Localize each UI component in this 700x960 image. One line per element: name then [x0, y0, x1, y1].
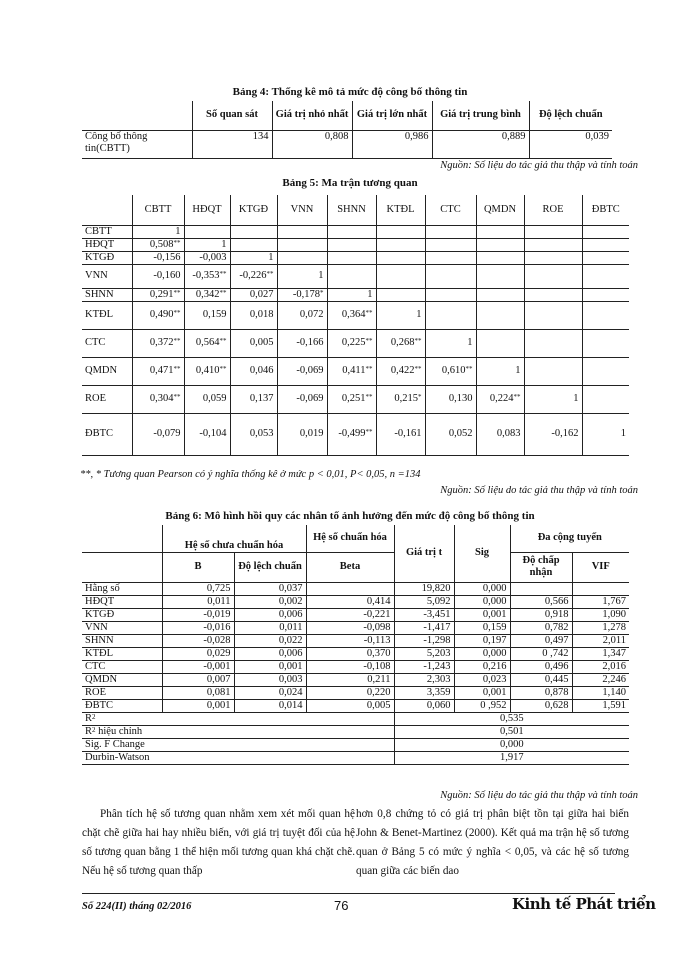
- t5-cell: [476, 288, 524, 301]
- t6-cell: -0,113: [306, 634, 394, 647]
- t5-col-header: VNN: [277, 195, 327, 225]
- t6-row-label: ROE: [82, 686, 162, 699]
- t6-cell: 0,197: [454, 634, 510, 647]
- t5-row-label: ROE: [82, 385, 132, 413]
- t5-cell: [524, 251, 582, 264]
- page-number: 76: [334, 898, 349, 913]
- t5-col-header: KTĐL: [376, 195, 425, 225]
- t6-cell: [510, 582, 572, 595]
- t6-summary-value: 0,535: [394, 712, 629, 725]
- t5-cell: [524, 288, 582, 301]
- t6-cell: 0,000: [454, 647, 510, 660]
- t5-cell: [476, 251, 524, 264]
- t5-cell: 1: [425, 329, 476, 357]
- t5-cell: [184, 225, 230, 238]
- t6-cell: -0,098: [306, 621, 394, 634]
- t5-cell: [582, 385, 629, 413]
- t5-cell: 0,019: [277, 413, 327, 455]
- t5-cell: [476, 301, 524, 329]
- t6-cell: 0,782: [510, 621, 572, 634]
- t5-cell: -0,156: [132, 251, 184, 264]
- t6-cell: 5,092: [394, 595, 454, 608]
- t5-cell: -0,003: [184, 251, 230, 264]
- t6-row: [82, 595, 629, 608]
- h-t: Giá trị t: [394, 525, 454, 582]
- t6-cell: 2,246: [572, 673, 629, 686]
- t5-row-label: KTGĐ: [82, 251, 132, 264]
- t4-head: Giá trị lớn nhất: [352, 101, 432, 130]
- t5-cell: 0,508**: [132, 238, 184, 251]
- t5-cell: -0,069: [277, 385, 327, 413]
- t6-row-label: HĐQT: [82, 595, 162, 608]
- t5-cell: 1: [184, 238, 230, 251]
- t5-col-header: KTGĐ: [230, 195, 277, 225]
- t6-summary-label: Durbin-Watson: [82, 751, 394, 764]
- t5-cell: 0,422**: [376, 357, 425, 385]
- t5-cell: [277, 225, 327, 238]
- t6-row-label: KTGĐ: [82, 608, 162, 621]
- t6-cell: -1,243: [394, 660, 454, 673]
- t5-cell: 1: [524, 385, 582, 413]
- t5-cell: 0,137: [230, 385, 277, 413]
- t5-cell: [524, 329, 582, 357]
- t5-cell: [524, 238, 582, 251]
- table4-source: Nguồn: Số liệu do tác giả thu thập và tính toán: [440, 160, 638, 171]
- t5-cell: [376, 225, 425, 238]
- t5-cell: -0,162: [524, 413, 582, 455]
- t6-cell: 0,918: [510, 608, 572, 621]
- t5-cell: [425, 288, 476, 301]
- t6-cell: -0,019: [162, 608, 234, 621]
- t5-row: [82, 385, 629, 413]
- body-left-column: [82, 805, 355, 881]
- t6-cell: -1,417: [394, 621, 454, 634]
- t5-cell: 0,083: [476, 413, 524, 455]
- t6-row-label: KTĐL: [82, 647, 162, 660]
- t6-cell: 0,725: [162, 582, 234, 595]
- t5-cell: [476, 329, 524, 357]
- t6-cell: [306, 582, 394, 595]
- t6-cell: 5,203: [394, 647, 454, 660]
- t6-cell: 0,566: [510, 595, 572, 608]
- h-beta: Beta: [306, 552, 394, 582]
- t5-cell: 0,304**: [132, 385, 184, 413]
- t6-cell: 0,211: [306, 673, 394, 686]
- t5-cell: 0,610**: [425, 357, 476, 385]
- t5-col-header: CBTT: [132, 195, 184, 225]
- t6-cell: 0,878: [510, 686, 572, 699]
- t6-row: [82, 621, 629, 634]
- t5-cell: 0,342**: [184, 288, 230, 301]
- t6-row: [82, 634, 629, 647]
- t5-cell: 0,159: [184, 301, 230, 329]
- t5-cell: -0,353**: [184, 264, 230, 288]
- t5-cell: 0,005: [230, 329, 277, 357]
- t5-cell: [327, 264, 376, 288]
- t5-row-label: VNN: [82, 264, 132, 288]
- t5-cell: [277, 251, 327, 264]
- t5-row: [82, 329, 629, 357]
- body-right-column: [356, 805, 629, 881]
- t4-cell: 0,889: [432, 130, 529, 158]
- t5-cell: 1: [582, 413, 629, 455]
- t6-cell: 0,002: [234, 595, 306, 608]
- t6-cell: 1,140: [572, 686, 629, 699]
- t5-cell: 0,471**: [132, 357, 184, 385]
- t5-cell: 0,251**: [327, 385, 376, 413]
- t5-cell: 0,225**: [327, 329, 376, 357]
- t6-cell: 2,011: [572, 634, 629, 647]
- t5-cell: -0,499**: [327, 413, 376, 455]
- t6-cell: 0,001: [454, 686, 510, 699]
- t5-row: [82, 413, 629, 455]
- t6-cell: 3,359: [394, 686, 454, 699]
- t6-cell: 0,011: [162, 595, 234, 608]
- t4-head: Giá trị nhỏ nhất: [272, 101, 352, 130]
- t6-cell: -0,028: [162, 634, 234, 647]
- t4-cell: 0,808: [272, 130, 352, 158]
- journal-logo: Kinh tế Phát triển: [512, 895, 656, 913]
- t5-cell: -0,160: [132, 264, 184, 288]
- t5-cell: [582, 238, 629, 251]
- t6-cell: 0 ,742: [510, 647, 572, 660]
- t5-cell: [425, 225, 476, 238]
- t5-cell: -0,079: [132, 413, 184, 455]
- t6-cell: 1,767: [572, 595, 629, 608]
- t5-cell: 1: [376, 301, 425, 329]
- h-tolerance: Độ chấp nhận: [510, 552, 572, 582]
- t6-summary-row: [82, 738, 629, 751]
- t5-cell: [476, 264, 524, 288]
- t5-cell: 0,411**: [327, 357, 376, 385]
- t5-col-header: ĐBTC: [582, 195, 629, 225]
- t6-cell: -0,221: [306, 608, 394, 621]
- t5-cell: 0,053: [230, 413, 277, 455]
- t6-cell: -3,451: [394, 608, 454, 621]
- t6-cell: 0,060: [394, 699, 454, 712]
- t5-cell: 0,291**: [132, 288, 184, 301]
- t5-cell: -0,104: [184, 413, 230, 455]
- t5-cell: [582, 288, 629, 301]
- t6-cell: 19,820: [394, 582, 454, 595]
- t6-row: [82, 686, 629, 699]
- t5-row-label: CTC: [82, 329, 132, 357]
- table4: [82, 101, 612, 159]
- t6-cell: 0,081: [162, 686, 234, 699]
- t5-cell: 0,052: [425, 413, 476, 455]
- t6-cell: -0,108: [306, 660, 394, 673]
- table5-note: **, * Tương quan Pearson có ý nghĩa thống kê ở mức p < 0,01, P< 0,05, n =134: [80, 469, 421, 480]
- t5-row: [82, 301, 629, 329]
- t5-col-header: SHNN: [327, 195, 376, 225]
- table6-source: Nguồn: Số liệu do tác giả thu thập và tính toán: [440, 790, 638, 801]
- t5-cell: [376, 264, 425, 288]
- h-vif: VIF: [572, 552, 629, 582]
- t6-cell: 0,000: [454, 582, 510, 595]
- t5-cell: [277, 238, 327, 251]
- t6-cell: 0,023: [454, 673, 510, 686]
- t5-cell: -0,166: [277, 329, 327, 357]
- t5-cell: 0,268**: [376, 329, 425, 357]
- t5-cell: [425, 264, 476, 288]
- t5-cell: [476, 225, 524, 238]
- t5-cell: 0,372**: [132, 329, 184, 357]
- t6-row-label: CTC: [82, 660, 162, 673]
- t5-row: [82, 251, 629, 264]
- t6-row: [82, 673, 629, 686]
- t6-cell: 0,001: [454, 608, 510, 621]
- t5-cell: [582, 357, 629, 385]
- t6-cell: 0,029: [162, 647, 234, 660]
- footer-rule: [82, 893, 615, 894]
- t6-cell: 1,347: [572, 647, 629, 660]
- t5-cell: -0,161: [376, 413, 425, 455]
- t4-cell: 134: [192, 130, 272, 158]
- h-se: Độ lệch chuẩn: [234, 552, 306, 582]
- t6-cell: -0,001: [162, 660, 234, 673]
- t6-cell: 0,007: [162, 673, 234, 686]
- t5-cell: [376, 251, 425, 264]
- t6-cell: 0,014: [234, 699, 306, 712]
- t5-cell: 1: [277, 264, 327, 288]
- t6-summary-row: [82, 751, 629, 764]
- t6-summary-row: [82, 725, 629, 738]
- t5-row-label: QMDN: [82, 357, 132, 385]
- h-sig: Sig: [454, 525, 510, 582]
- h-collinearity: Đa cộng tuyến: [510, 525, 629, 552]
- t5-cell: 0,072: [277, 301, 327, 329]
- t6-cell: -0,016: [162, 621, 234, 634]
- t5-cell: [524, 301, 582, 329]
- table5-title: Bảng 5: Ma trận tương quan: [282, 177, 418, 189]
- t5-cell: [582, 329, 629, 357]
- t6-cell: 0,005: [306, 699, 394, 712]
- t5-cell: [524, 357, 582, 385]
- t6-summary-value: 1,917: [394, 751, 629, 764]
- t6-row-label: SHNN: [82, 634, 162, 647]
- t5-cell: 0,018: [230, 301, 277, 329]
- t5-cell: [524, 264, 582, 288]
- h-std: Hệ số chuẩn hóa: [306, 525, 394, 552]
- t6-cell: 0,370: [306, 647, 394, 660]
- t5-cell: 0,046: [230, 357, 277, 385]
- t5-cell: 0,130: [425, 385, 476, 413]
- t5-cell: [230, 225, 277, 238]
- t5-col-header: CTC: [425, 195, 476, 225]
- t6-summary-value: 0,501: [394, 725, 629, 738]
- t5-col-header: ROE: [524, 195, 582, 225]
- t5-row-label: CBTT: [82, 225, 132, 238]
- t5-cell: [582, 264, 629, 288]
- t6-cell: 2,303: [394, 673, 454, 686]
- t6-cell: 0,006: [234, 608, 306, 621]
- t5-col-header: QMDN: [476, 195, 524, 225]
- t6-row-label: QMDN: [82, 673, 162, 686]
- t5-row-label: SHNN: [82, 288, 132, 301]
- t6-summary-row: [82, 712, 629, 725]
- t6-summary-label: Sig. F Change: [82, 738, 394, 751]
- t5-col-header: HĐQT: [184, 195, 230, 225]
- t6-cell: 0,220: [306, 686, 394, 699]
- t5-cell: [425, 238, 476, 251]
- t5-cell: [476, 238, 524, 251]
- h-b: B: [162, 552, 234, 582]
- t4-head: Độ lệch chuẩn: [529, 101, 612, 130]
- body-left-text: Phân tích hệ số tương quan nhằm xem xét mối quan hệ chặt chẽ giữa hai hay nhiều biến, với giá trị tuyệt đối của hệ số tương quan bằng 1 thể hiện mối tương quan khá chặt chẽ. Nếu hệ số tương quan thấp: [82, 808, 355, 877]
- table5-source: Nguồn: Số liệu do tác giả thu thập và tính toán: [440, 485, 638, 496]
- t6-row-label: Hằng số: [82, 582, 162, 595]
- t5-row: [82, 238, 629, 251]
- t5-cell: [327, 225, 376, 238]
- t6-cell: 1,591: [572, 699, 629, 712]
- t6-cell: 0,006: [234, 647, 306, 660]
- t5-cell: [230, 238, 277, 251]
- t5-cell: 0,224**: [476, 385, 524, 413]
- t6-cell: 2,016: [572, 660, 629, 673]
- t5-row-label: ĐBTC: [82, 413, 132, 455]
- t6-cell: 0,001: [234, 660, 306, 673]
- t6-cell: 0,011: [234, 621, 306, 634]
- t5-cell: [425, 251, 476, 264]
- t6-cell: 0,037: [234, 582, 306, 595]
- t5-cell: -0,178*: [277, 288, 327, 301]
- t6-cell: -1,298: [394, 634, 454, 647]
- t6-cell: 0,497: [510, 634, 572, 647]
- t4-cell: 0,986: [352, 130, 432, 158]
- t5-row: [82, 288, 629, 301]
- t5-corner: [82, 195, 132, 225]
- t4-head: Số quan sát: [192, 101, 272, 130]
- t6-row: [82, 582, 629, 595]
- t5-row-label: HĐQT: [82, 238, 132, 251]
- t5-cell: 0,027: [230, 288, 277, 301]
- t6-cell: 0,216: [454, 660, 510, 673]
- t5-cell: 0,215*: [376, 385, 425, 413]
- t5-cell: 1: [476, 357, 524, 385]
- t5-cell: -0,069: [277, 357, 327, 385]
- issue-label: Số 224(II) tháng 02/2016: [82, 901, 192, 912]
- t5-cell: [524, 225, 582, 238]
- t6-summary-label: $R^2$ hiệu chỉnh: [82, 725, 394, 738]
- t5-cell: [582, 251, 629, 264]
- t5-cell: [327, 251, 376, 264]
- t5-cell: [582, 301, 629, 329]
- t5-cell: [327, 238, 376, 251]
- h-unstd: Hệ số chưa chuẩn hóa: [162, 525, 306, 552]
- t5-row: [82, 225, 629, 238]
- t6-cell: 0,000: [454, 595, 510, 608]
- t6-row: [82, 647, 629, 660]
- t5-cell: 1: [230, 251, 277, 264]
- t5-row: [82, 264, 629, 288]
- t6-cell: 0,159: [454, 621, 510, 634]
- t5-cell: 0,490**: [132, 301, 184, 329]
- t6-summary-value: 0,000: [394, 738, 629, 751]
- table6-title: Bảng 6: Mô hình hồi quy các nhân tố ảnh hưởng đến mức độ công bố thông tin: [165, 510, 535, 522]
- t6-row-label: ĐBTC: [82, 699, 162, 712]
- t6-row: [82, 660, 629, 673]
- regression-table: [82, 525, 629, 765]
- t5-cell: [376, 288, 425, 301]
- t6-cell: 0,022: [234, 634, 306, 647]
- t6-cell: 0,003: [234, 673, 306, 686]
- t6-cell: 0,024: [234, 686, 306, 699]
- t6-cell: 1,090: [572, 608, 629, 621]
- t6-cell: 0,496: [510, 660, 572, 673]
- t5-cell: 0,059: [184, 385, 230, 413]
- t5-row: [82, 357, 629, 385]
- correlation-matrix: [82, 195, 629, 456]
- t4-head: Giá trị trung bình: [432, 101, 529, 130]
- body-right-text: hơn 0,8 chứng tỏ có giá trị phân biệt tồn tại giữa hai biến John & Benet-Martinez (2000). Kết quả ma trận hệ số tương quan ở Bảng 5 có mức ý nghĩa < 0,05, và các hệ số tương quan giữa các biến dao: [356, 808, 629, 877]
- t5-cell: [376, 238, 425, 251]
- t5-row-label: KTĐL: [82, 301, 132, 329]
- t6-cell: 1,278: [572, 621, 629, 634]
- t6-cell: 0,414: [306, 595, 394, 608]
- t5-cell: [425, 301, 476, 329]
- t6-cell: 0 ,952: [454, 699, 510, 712]
- t5-cell: [582, 225, 629, 238]
- t6-cell: 0,628: [510, 699, 572, 712]
- t6-summary-label: $R^2$: [82, 712, 394, 725]
- t5-cell: 0,364**: [327, 301, 376, 329]
- table4-title: Bảng 4: Thống kê mô tả mức độ công bố thông tin: [232, 86, 468, 98]
- t4-row-label: Công bố thông tin(CBTT): [82, 130, 192, 158]
- t6-cell: 0,001: [162, 699, 234, 712]
- t5-cell: -0,226**: [230, 264, 277, 288]
- t6-row-label: VNN: [82, 621, 162, 634]
- t5-cell: 1: [327, 288, 376, 301]
- t6-row: [82, 608, 629, 621]
- t5-cell: 0,564**: [184, 329, 230, 357]
- t5-cell: 0,410**: [184, 357, 230, 385]
- t4-cell: 0,039: [529, 130, 612, 158]
- t6-cell: 0,445: [510, 673, 572, 686]
- t6-cell: [572, 582, 629, 595]
- t5-cell: 1: [132, 225, 184, 238]
- t6-row: [82, 699, 629, 712]
